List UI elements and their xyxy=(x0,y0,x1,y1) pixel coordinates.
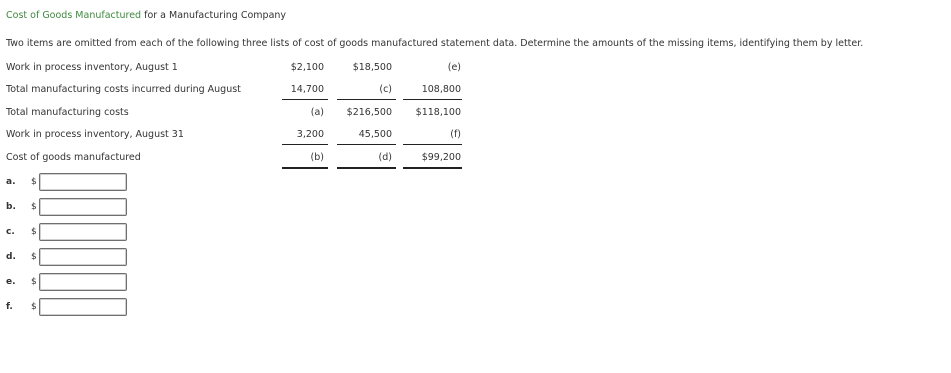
double-underline-3 xyxy=(403,167,462,169)
underline-5 xyxy=(337,144,396,145)
currency-symbol: $ xyxy=(31,227,37,237)
answer-letter: a. xyxy=(6,177,16,187)
answer-input-c[interactable] xyxy=(39,223,127,241)
answer-letter: d. xyxy=(6,252,16,262)
answer-input-d[interactable] xyxy=(39,248,127,266)
answer-input-a[interactable] xyxy=(39,173,127,191)
answer-input-f[interactable] xyxy=(39,298,127,316)
page-title xyxy=(6,10,286,21)
currency-symbol: $ xyxy=(31,302,37,312)
cell-total-costs-2: $216,500 xyxy=(346,107,392,118)
cell-costs-incurred-1: 14,700 xyxy=(290,84,324,95)
underline-3 xyxy=(403,99,462,100)
instructions: Two items are omitted from each of the following three lists of cost of goods manufactured statement data. Determine the amounts of the missing items, identifying them by letter. xyxy=(6,38,864,49)
underline-2 xyxy=(337,99,396,100)
row-label-cogm: Cost of goods manufactured xyxy=(6,152,141,163)
cell-costs-incurred-3: 108,800 xyxy=(421,84,461,95)
cell-wip-begin-1: $2,100 xyxy=(290,62,324,73)
row-label-costs-incurred: Total manufacturing costs incurred during August xyxy=(6,84,241,95)
currency-symbol: $ xyxy=(31,252,37,262)
cell-total-costs-1: (a) xyxy=(310,107,324,118)
underline-6 xyxy=(403,144,462,145)
currency-symbol: $ xyxy=(31,277,37,287)
cell-wip-begin-3: (e) xyxy=(447,62,461,73)
cell-wip-end-1: 3,200 xyxy=(296,129,324,140)
answer-letter: f. xyxy=(6,302,13,312)
answer-letter: b. xyxy=(6,202,16,212)
answer-letter: e. xyxy=(6,277,16,287)
cell-cogm-3: $99,200 xyxy=(421,152,461,163)
cell-cogm-2: (d) xyxy=(378,152,392,163)
underline-1 xyxy=(282,99,328,100)
answer-input-e[interactable] xyxy=(39,273,127,291)
currency-symbol: $ xyxy=(31,177,37,187)
title-link[interactable]: Cost of Goods Manufactured xyxy=(6,10,142,21)
double-underline-2 xyxy=(337,167,396,169)
currency-symbol: $ xyxy=(31,202,37,212)
underline-4 xyxy=(282,144,328,145)
row-label-wip-end: Work in process inventory, August 31 xyxy=(6,129,184,140)
cell-total-costs-3: $118,100 xyxy=(415,107,461,118)
row-label-total-costs: Total manufacturing costs xyxy=(6,107,129,118)
cell-cogm-1: (b) xyxy=(310,152,324,163)
title-suffix: for a Manufacturing Company xyxy=(141,10,287,21)
cell-wip-end-2: 45,500 xyxy=(358,129,392,140)
cell-costs-incurred-2: (c) xyxy=(379,84,392,95)
double-underline-1 xyxy=(282,167,328,169)
cell-wip-end-3: (f) xyxy=(450,129,461,140)
cell-wip-begin-2: $18,500 xyxy=(352,62,392,73)
answer-letter: c. xyxy=(6,227,15,237)
answer-input-b[interactable] xyxy=(39,198,127,216)
row-label-wip-begin: Work in process inventory, August 1 xyxy=(6,62,178,73)
